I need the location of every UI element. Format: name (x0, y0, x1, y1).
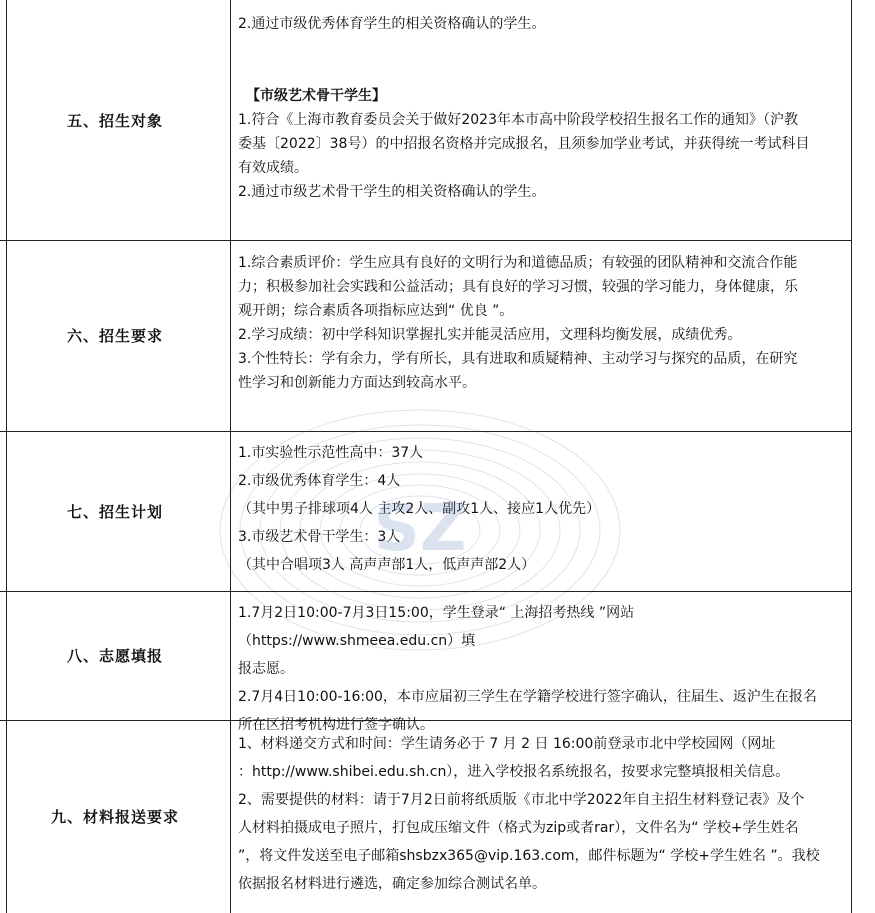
row-admission-requirements (0, 240, 852, 432)
text-line: 2.通过市级优秀体育学生的相关资格确认的学生。 (238, 16, 546, 32)
row-label-objects: 五、招生对象 (66, 111, 163, 130)
table-left-border (6, 0, 7, 913)
text-line: 观开朗；综合素质各项指标应达到“ 优良 ”。 (238, 303, 514, 319)
text-line: 人材料拍摄成电子照片，打包成压缩文件（格式为zip或者rar），文件名为“ 学校+学生姓名 (238, 820, 799, 836)
table-right-border (851, 0, 852, 913)
row-admission-objects (0, 0, 852, 241)
text-line: 依据报名材料进行遴选，确定参加综合测试名单。 (238, 876, 546, 892)
text-line: 性学习和创新能力方面达到较高水平。 (238, 375, 476, 391)
text-line: 1.市实验性示范性高中：37人 (238, 445, 424, 461)
row-content-application (238, 599, 846, 739)
text-line: 1.7月2日10:00-7月3日15:00，学生登录“ 上海招考热线 ”网站（https://www.shmeea.edu.cn）填 (238, 605, 635, 649)
text-line: 报志愿。 (238, 661, 294, 677)
text-line: （其中合唱项3人 高声声部1人，低声声部2人） (238, 557, 536, 573)
text-line: 有效成绩。 (238, 160, 308, 176)
row-content-materials (238, 730, 846, 898)
text-line: 所在区招考机构进行签字确认。 (238, 717, 434, 733)
row-content-objects (238, 12, 846, 204)
text-line: 1.符合《上海市教育委员会关于做好2023年本市高中阶段学校招生报名工作的通知》（沪教 (238, 112, 798, 128)
row-content-requirements (238, 251, 846, 395)
text-line: 2.学习成绩：初中学科知识掌握扎实并能灵活应用，文理科均衡发展，成绩优秀。 (238, 327, 742, 343)
text-line: ”，将文件发送至电子邮箱shsbzx365@vip.163.com，邮件标题为“ 学校+学生姓名 ”。我校 (238, 848, 820, 864)
row-content-plan (238, 439, 846, 579)
row-label-plan: 七、招生计划 (66, 502, 163, 521)
watermark-logo-text: SZ (373, 492, 467, 566)
text-line: 3.市级艺术骨干学生：3人 (238, 529, 401, 545)
text-line: 3.个性特长：学有余力，学有所长，具有进取和质疑精神、主动学习与探究的品质，在研究 (238, 351, 798, 367)
section-heading-art-students: 【市级艺术骨干学生】 (246, 88, 386, 104)
row-application (0, 591, 852, 733)
text-line: 1.综合素质评价：学生应具有良好的文明行为和道德品质；有较强的团队精神和交流合作能 (238, 255, 798, 271)
table-column-divider (230, 0, 231, 913)
row-materials (0, 720, 852, 913)
text-line: 委基〔2022〕38号）的中招报名资格并完成报名，且须参加学业考试，并获得统一考试科目 (238, 136, 810, 152)
text-line: 2.7月4日10:00-16:00，本市应届初三学生在学籍学校进行签字确认，往届生、返沪生在报名 (238, 689, 817, 705)
text-line: 2.通过市级艺术骨干学生的相关资格确认的学生。 (238, 184, 546, 200)
text-line: 力；积极参加社会实践和公益活动；具有良好的学习习惯，较强的学习能力，身体健康，乐 (238, 279, 798, 295)
text-line: 1、材料递交方式和时间：学生请务必于 7 月 2 日 16:00前登录市北中学校园网（网址 (238, 736, 776, 752)
row-label-requirements: 六、招生要求 (66, 327, 163, 345)
text-line: （其中男子排球项4人 主攻2人、副攻1人、接应1人优先） (238, 501, 601, 517)
row-label-materials: 九、材料报送要求 (50, 808, 179, 826)
text-line: 2.市级优秀体育学生：4人 (238, 473, 401, 489)
text-line: 2、需要提供的材料：请于7月2日前将纸质版《市北中学2022年自主招生材料登记表》及个 (238, 792, 805, 808)
row-label-application: 八、志愿填报 (66, 647, 163, 665)
text-line: ：http://www.shibei.edu.sh.cn），进入学校报名系统报名，按要求完整填报相关信息。 (238, 764, 790, 780)
row-admission-plan (0, 431, 852, 592)
